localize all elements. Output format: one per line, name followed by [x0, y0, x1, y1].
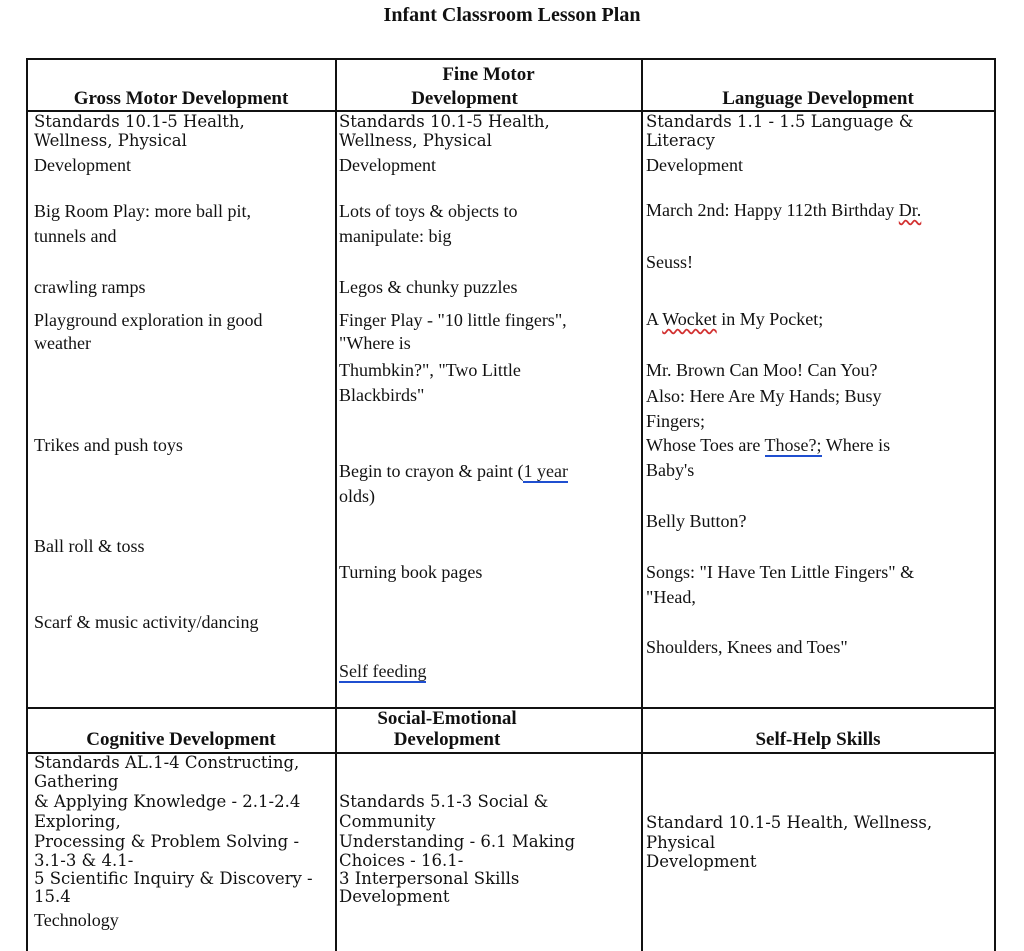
header-gross-motor: Gross Motor Development	[73, 88, 289, 109]
document-title: Infant Classroom Lesson Plan	[383, 4, 641, 26]
gross-line: Big Room Play: more ball pit,	[34, 201, 251, 221]
fine-line: olds)	[339, 486, 375, 506]
fine-line: Standards 10.1-5 Health,	[339, 112, 550, 131]
social-line: Community	[339, 812, 436, 831]
language-line	[646, 435, 890, 455]
fine-line	[339, 461, 568, 481]
cognitive-line: & Applying Knowledge - 2.1-2.4	[34, 792, 301, 811]
language-line: Songs: "I Have Ten Little Fingers" &	[646, 562, 915, 582]
language-line: Literacy	[646, 131, 715, 150]
cognitive-line: Gathering	[34, 772, 119, 791]
language-line: Seuss!	[646, 252, 694, 272]
gross-line: Wellness, Physical	[34, 131, 187, 150]
fine-line: Blackbirds"	[339, 385, 425, 405]
language-line	[646, 309, 823, 329]
language-line: Development	[646, 155, 743, 175]
social-line: 3 Interpersonal Skills	[339, 869, 520, 888]
table-top-border	[26, 58, 996, 60]
cognitive-line: 5 Scientific Inquiry & Discovery -	[34, 869, 313, 888]
self-feeding-link[interactable]: Self feeding	[339, 661, 427, 681]
social-line: Choices - 16.1-	[339, 851, 464, 870]
selfhelp-line: Development	[646, 852, 757, 871]
those-link[interactable]: Those?;	[764, 435, 822, 455]
header-social-line1: Social-Emotional	[377, 708, 517, 729]
fine-line: Lots of toys & objects to	[339, 201, 518, 221]
selfhelp-line: Physical	[646, 833, 716, 852]
header-self-help: Self-Help Skills	[755, 729, 881, 750]
language-line: Mr. Brown Can Moo! Can You?	[646, 360, 878, 380]
gross-line: Trikes and push toys	[34, 435, 183, 455]
dr-spelling: Dr.	[898, 200, 922, 220]
language-line: Baby's	[646, 460, 695, 480]
language-line: Standards 1.1 - 1.5 Language &	[646, 112, 914, 131]
gross-line: Standards 10.1-5 Health,	[34, 112, 245, 131]
cognitive-line: Exploring,	[34, 812, 121, 831]
fine-line: "Where is	[339, 333, 411, 353]
header-language: Language Development	[722, 88, 914, 109]
language-line: "Head,	[646, 587, 696, 607]
language-text: Where is	[821, 435, 891, 455]
fine-line: Development	[339, 155, 436, 175]
wocket-spelling: Wocket	[662, 309, 717, 329]
language-text: A	[646, 309, 663, 329]
language-line: Belly Button?	[646, 511, 747, 531]
column-divider-2	[641, 58, 643, 951]
one-year-link[interactable]: 1 year	[523, 461, 568, 481]
language-line	[646, 200, 921, 220]
fine-line: Turning book pages	[339, 562, 483, 582]
header-social-line2: Development	[393, 729, 501, 750]
language-text: in My Pocket;	[716, 309, 824, 329]
header-fine-motor-line2: Development	[411, 88, 518, 109]
fine-line: Wellness, Physical	[339, 131, 492, 150]
fine-text: Begin to crayon & paint (	[339, 461, 524, 481]
gross-line: weather	[34, 333, 91, 353]
cognitive-line: 3.1-3 & 4.1-	[34, 851, 134, 870]
language-text: Whose Toes are	[646, 435, 765, 455]
selfhelp-line: Standard 10.1-5 Health, Wellness,	[646, 813, 933, 832]
table-left-border	[26, 58, 28, 951]
gross-line: Development	[34, 155, 131, 175]
fine-line	[339, 661, 426, 681]
language-text: March 2nd: Happy 112th Birthday	[646, 200, 899, 220]
cognitive-line: Processing & Problem Solving -	[34, 832, 300, 851]
fine-line: Finger Play - "10 little fingers",	[339, 310, 567, 330]
gross-line: Scarf & music activity/dancing	[34, 612, 259, 632]
table-right-border	[994, 58, 996, 951]
header-fine-motor-line1: Fine Motor	[442, 64, 535, 85]
language-line: Also: Here Are My Hands; Busy	[646, 386, 882, 406]
header-cognitive: Cognitive Development	[86, 729, 276, 750]
column-divider-1	[335, 58, 337, 951]
cognitive-line: 15.4	[34, 887, 71, 906]
gross-line: crawling ramps	[34, 277, 146, 297]
language-line: Shoulders, Knees and Toes"	[646, 637, 848, 657]
gross-line: Ball roll & toss	[34, 536, 145, 556]
gross-line: Playground exploration in good	[34, 310, 263, 330]
cognitive-line: Standards AL.1-4 Constructing,	[34, 753, 300, 772]
fine-line: Thumbkin?", "Two Little	[339, 360, 521, 380]
cognitive-line: Technology	[34, 910, 119, 930]
gross-line: tunnels and	[34, 226, 117, 246]
social-line: Standards 5.1-3 Social &	[339, 792, 549, 811]
fine-line: manipulate: big	[339, 226, 452, 246]
social-line: Development	[339, 887, 450, 906]
social-line: Understanding - 6.1 Making	[339, 832, 576, 851]
fine-line: Legos & chunky puzzles	[339, 277, 518, 297]
language-line: Fingers;	[646, 411, 706, 431]
